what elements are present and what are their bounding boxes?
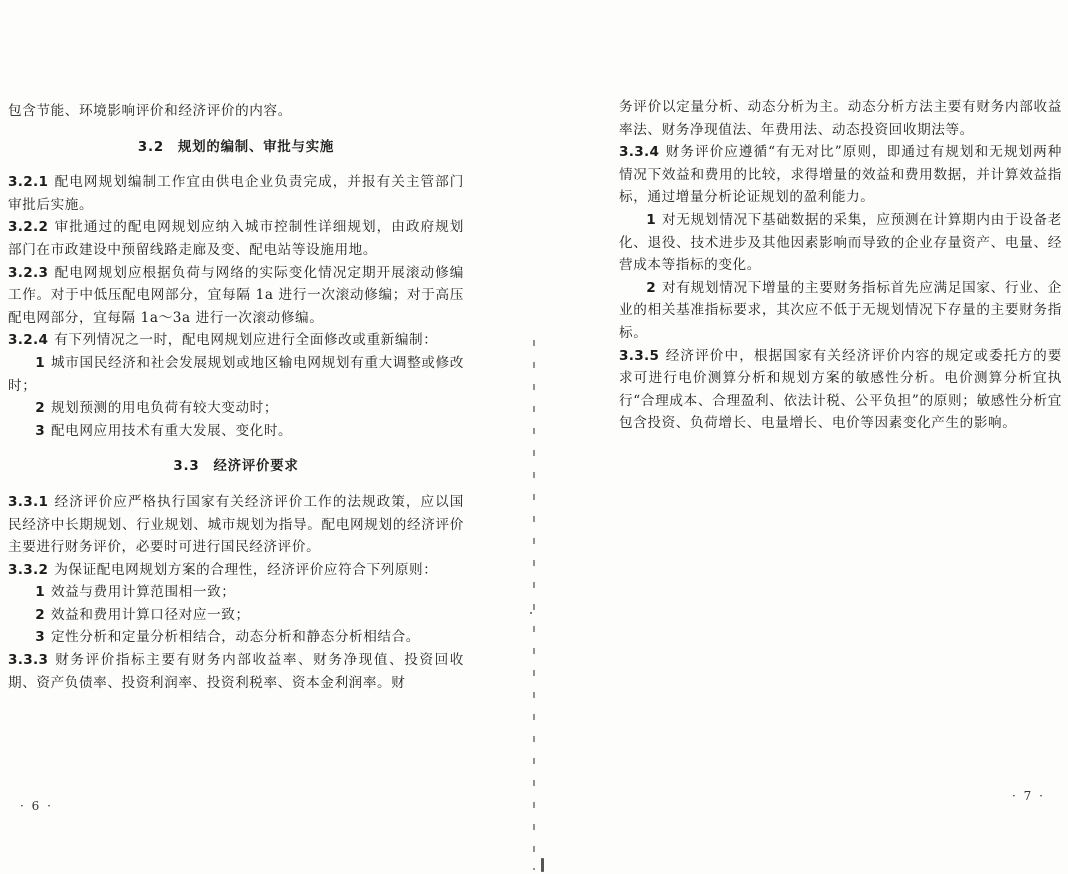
clause-number: 3.3.3: [8, 652, 49, 669]
book-gutter-shadow: [533, 340, 535, 870]
clause-number: 3.3.4: [619, 144, 660, 161]
clause-number: 3.2.4: [8, 332, 49, 349]
clause-3-2-4: [8, 329, 464, 352]
clause-3-2-2: [8, 216, 464, 261]
clause-3-3-4: [619, 141, 1062, 209]
list-item: [8, 581, 464, 604]
clause-text: 配电网规划应根据负荷与网络的实际变化情况定期开展滚动修编工作。对于中低压配电网部分，宜每隔 1a 进行一次滚动修编；对于高压配电网部分，宜每隔 1a～3a 进行一次滚动修编。: [8, 264, 464, 326]
item-number: 1: [646, 211, 656, 228]
item-text: 城市国民经济和社会发展规划或地区输电网规划有重大调整或修改时；: [8, 354, 464, 394]
item-number: 2: [35, 606, 45, 623]
clause-number: 3.3.2: [8, 561, 49, 578]
item-number: 3: [35, 629, 45, 646]
list-item: [8, 397, 464, 420]
section-heading-3-2: [8, 137, 464, 160]
clause-3-3-2: [8, 559, 464, 582]
clause-number: 3.2.1: [8, 174, 49, 191]
clause-text: 审批通过的配电网规划应纳入城市控制性详细规划，由政府规划部门在市政建设中预留线路走廊及变、配电站等设施用地。: [8, 219, 464, 258]
intro-paragraph: 包含节能、环境影响评价和经济评价的内容。: [8, 103, 292, 119]
clause-text: 财务评价应遵循“有无对比”原则，即通过有规划和无规划两种情况下效益和费用的比较，求得增量的效益和费用数据，并计算效益指标，通过增量分析论证规划的盈利能力。: [619, 144, 1062, 206]
item-text: 配电网应用技术有重大发展、变化时。: [50, 422, 293, 439]
clause-3-2-1: [8, 171, 464, 216]
clause-number: 3.2.2: [8, 219, 49, 236]
left-page: [8, 100, 464, 694]
list-item: [8, 626, 464, 649]
item-text: 定性分析和定量分析相结合，动态分析和静态分析相结合。: [50, 629, 420, 646]
clause-number: 3.2.3: [8, 264, 49, 281]
section-title: 经济评价要求: [213, 459, 299, 475]
item-text: 规划预测的用电负荷有较大变动时；: [50, 400, 279, 417]
clause-number: 3.3.5: [619, 347, 660, 364]
clause-text: 经济评价中，根据国家有关经济评价内容的规定或委托方的要求可进行电价测算分析和规划方案的敏感性分析。电价测算分析宜执行“合理成本、合理盈利、依法计税、公平负担”的原则；敏感性分析宜包含投资、负荷增长、电量增长、电价等因素变化产生的影响。: [619, 347, 1062, 432]
item-text: 对无规划情况下基础数据的采集，应预测在计算期内由于设备老化、退役、技术进步及其他因素影响而导致的企业存量资产、电量、经营成本等指标的变化。: [619, 211, 1062, 274]
item-text: 效益和费用计算口径对应一致；: [50, 606, 250, 623]
clause-3-3-5: [619, 345, 1062, 435]
item-number: 3: [35, 422, 45, 439]
section-heading-3-3: [8, 456, 464, 479]
list-item: [8, 352, 464, 397]
list-item: [8, 604, 464, 627]
clause-3-3-1: [8, 491, 464, 559]
clause-text: 为保证配电网规划方案的合理性，经济评价应符合下列原则：: [54, 561, 438, 578]
clause-text: 经济评价应严格执行国家有关经济评价工作的法规政策，应以国民经济中长期规划、行业规划、城市规划为指导。配电网规划的经济评价主要进行财务评价，必要时可进行国民经济评价。: [8, 493, 464, 556]
item-text: 效益与费用计算范围相一致；: [50, 584, 236, 601]
list-item: [619, 277, 1062, 345]
clause-3-3-3: [8, 649, 464, 694]
scan-speck: [541, 858, 544, 872]
item-number: 2: [646, 279, 656, 296]
continuation-paragraph: 务评价以定量分析、动态分析为主。动态分析方法主要有财务内部收益率法、财务净现值法、年费用法、动态投资回收期法等。: [619, 99, 1062, 138]
page-number-right: · 7 ·: [1012, 789, 1045, 803]
clause-number: 3.3.1: [8, 493, 49, 510]
clause-text: 财务评价指标主要有财务内部收益率、财务净现值、投资回收期、资产负债率、投资利润率、投资利税率、资本金利润率。财: [8, 652, 464, 691]
clause-text: 有下列情况之一时，配电网规划应进行全面修改或重新编制：: [54, 332, 438, 349]
scan-speck: [530, 612, 532, 614]
section-number: 3.3: [173, 459, 200, 475]
section-number: 3.2: [137, 139, 164, 155]
clause-3-2-3: [8, 262, 464, 330]
section-title: 规划的编制、审批与实施: [178, 139, 335, 155]
item-number: 2: [35, 400, 45, 417]
right-page: [619, 96, 1062, 435]
item-number: 1: [35, 354, 45, 371]
item-number: 1: [35, 584, 45, 601]
list-item: [8, 420, 464, 443]
list-item: [619, 209, 1062, 277]
page-number-left: · 6 ·: [20, 799, 53, 813]
clause-text: 配电网规划编制工作宜由供电企业负责完成，并报有关主管部门审批后实施。: [8, 174, 464, 213]
item-text: 对有规划情况下增量的主要财务指标首先应满足国家、行业、企业的相关基准指标要求，其次应不低于无规划情况下存量的主要财务指标。: [619, 279, 1062, 341]
